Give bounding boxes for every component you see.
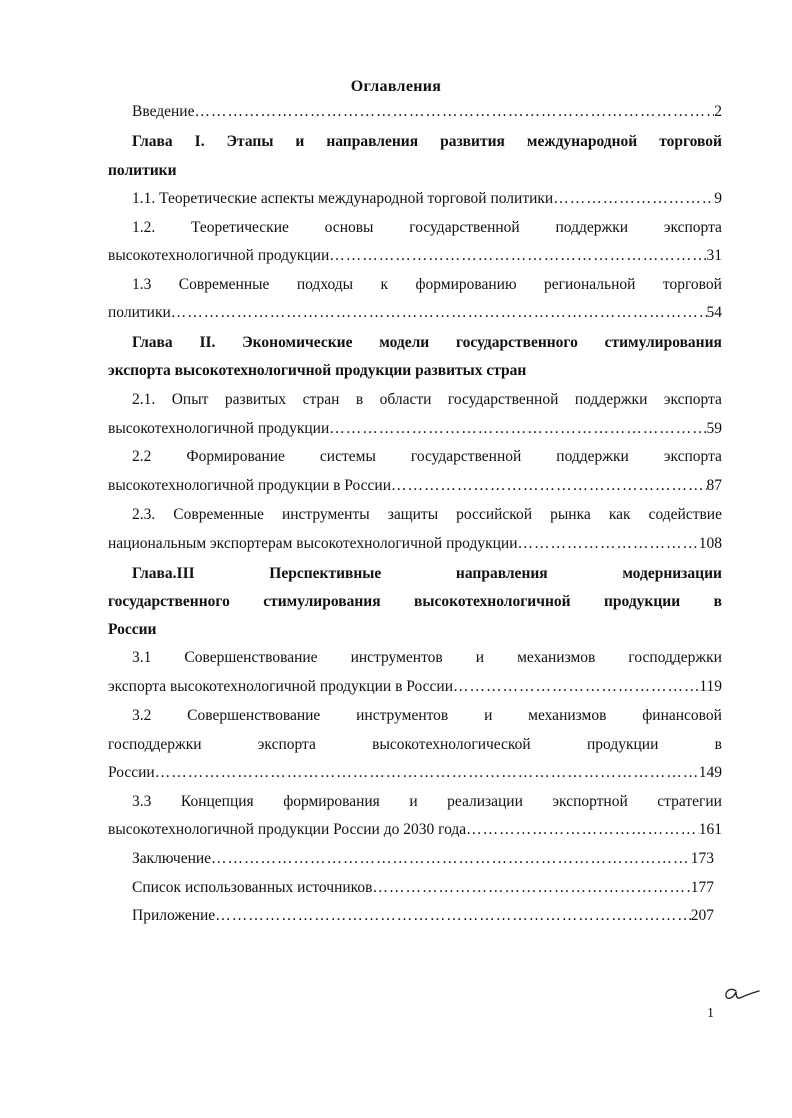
entry-label: экспорта высокотехнологичной продукции в России [108,678,454,695]
word: формированию [415,276,517,293]
word: государственного [456,334,578,351]
word: и [409,793,418,810]
word: господдержки [108,736,202,753]
toc-entry-1-3 [132,275,722,295]
word: основы [324,219,374,236]
word: продукции [586,736,659,753]
word: в [714,736,722,753]
toc-entry-2-2-cont [108,476,722,496]
word: как [608,506,631,523]
entry-label: политики [108,304,171,321]
word: подходы [296,276,354,293]
word: системы [319,448,376,465]
toc-entry-3-2 [132,706,722,726]
entry-label: Введение [132,103,195,120]
word: и [475,649,485,666]
toc-entry-3-1 [132,648,722,668]
word: экспорта [663,219,722,236]
word: 3.3 [132,793,152,810]
word: региональной [543,276,636,293]
word: государственного [108,593,230,610]
toc-entry-1-3-cont [108,303,722,323]
entry-page: 149 [698,764,722,781]
chapter-3-heading [132,564,722,584]
toc-entry-1-1 [132,189,722,209]
word: и [484,707,493,724]
word: экспортной [552,793,628,810]
entry-label: высокотехнологичной продукции [108,420,330,437]
word: защиты [387,506,439,523]
toc-entry-3-3-cont [108,820,722,840]
toc-entry-intro [132,102,722,122]
word: Этапы [226,133,274,150]
word: модернизации [622,565,722,582]
entry-label: 1.1. Теоретические аспекты международной торговой политики [132,190,554,207]
chapter-1-heading-cont: политики [108,162,177,179]
toc-entry-2-2 [132,447,722,467]
word: инструментов [356,707,449,724]
entry-page: 54 [706,304,722,321]
word: развития [440,133,505,150]
word: области [379,391,432,408]
chapter-3-heading-cont [108,592,722,612]
word: господдержки [628,649,722,666]
word: Концепция [180,793,254,810]
word: 2.2 [132,448,152,465]
word: направления [455,565,548,582]
toc-entry-2-1 [132,390,722,410]
word: 1.3 [132,276,152,293]
toc-entry-2-3 [132,505,722,525]
word: поддержки [556,448,629,465]
word: реализации [447,793,523,810]
entry-label: высокотехнологичной продукции России до 2030 года [108,821,467,838]
word: торговой [662,276,722,293]
toc-entry-sources [132,878,714,898]
word: 3.1 [132,649,152,666]
word: развитых [224,391,287,408]
word: 3.2 [132,707,152,724]
word: формирования [283,793,380,810]
word: финансовой [642,707,722,724]
word: механизмов [528,707,607,724]
word: к [380,276,389,293]
entry-label: Заключение [132,850,212,867]
word: стимулирования [604,334,722,351]
entry-page: 87 [706,477,722,494]
entry-label: высокотехнологичной продукции в России [108,477,392,494]
toc-title: Оглавления [350,78,442,95]
word: I. [194,133,205,150]
chapter-2-heading [132,333,722,353]
toc-entry-conclusion [132,849,714,869]
word: 2.1. [132,391,156,408]
toc-entry-appendix [132,906,714,926]
word: инструментов [350,649,443,666]
toc-entry-3-1-cont [108,677,722,697]
entry-page: 207 [690,907,714,924]
word: Опыт [171,391,209,408]
word: высокотехнологичной [414,593,571,610]
word: продукции [603,593,681,610]
toc-entry-3-3 [132,792,722,812]
toc-entry-1-2-cont [108,246,722,266]
word: Перспективные [269,565,382,582]
word: 2.3. [132,506,156,523]
word: Формирование [186,448,285,465]
word: поддержки [555,219,629,236]
word: Глава [132,334,173,351]
word: Экономические [242,334,353,351]
entry-page: 59 [706,420,722,437]
page-number: 1 [707,1006,714,1021]
word: стратегии [657,793,722,810]
entry-page: 119 [699,678,722,695]
entry-label: Список использованных источников [132,879,373,896]
word: Глава.III [132,565,195,582]
word: высокотехнологической [372,736,531,753]
toc-entry-3-2-cont [108,735,722,755]
word: Современные [178,276,270,293]
chapter-3-heading-cont2: России [108,621,157,638]
entry-page: 177 [690,879,714,896]
handwritten-initial [722,982,762,1004]
word: инструменты [281,506,370,523]
word: модели [379,334,430,351]
chapter-2-heading-cont: экспорта высокотехнологичной продукции развитых стран [108,362,527,379]
word: содействие [648,506,722,523]
word: Глава [132,133,173,150]
toc-entry-1-2 [132,218,722,238]
toc-entry-2-1-cont [108,419,722,439]
word: торговой [659,133,722,150]
entry-page: 108 [698,535,722,552]
entry-label: высокотехнологичной продукции [108,247,330,264]
toc-entry-2-3-cont [108,534,722,554]
word: II. [199,334,216,351]
entry-page: 2 [714,103,722,120]
toc-entry-3-2-cont2 [108,763,722,783]
entry-label: Приложение [132,907,216,924]
entry-page: 31 [706,247,722,264]
word: государственной [410,448,522,465]
chapter-1-heading [132,132,722,152]
word: экспорта [663,448,722,465]
word: экспорта [663,391,722,408]
entry-page: 9 [714,190,722,207]
word: и [295,133,305,150]
word: поддержки [574,391,648,408]
entry-label: национальным экспортерам высокотехнологичной продукции [108,535,518,552]
entry-label: России [108,764,155,781]
word: механизмов [517,649,596,666]
word: российской [456,506,533,523]
word: стимулирования [263,593,381,610]
word: в [713,593,722,610]
word: Современные [173,506,264,523]
word: 1.2. [132,219,156,236]
entry-page: 161 [698,821,722,838]
word: направления [326,133,419,150]
word: в [355,391,364,408]
word: экспорта [257,736,316,753]
word: Теоретические [191,219,289,236]
word: стран [302,391,340,408]
word: рынка [550,506,591,523]
word: Совершенствование [184,649,318,666]
word: государственной [447,391,559,408]
entry-page: 173 [690,850,714,867]
word: Совершенствование [187,707,321,724]
word: государственной [409,219,520,236]
word: международной [526,133,638,150]
